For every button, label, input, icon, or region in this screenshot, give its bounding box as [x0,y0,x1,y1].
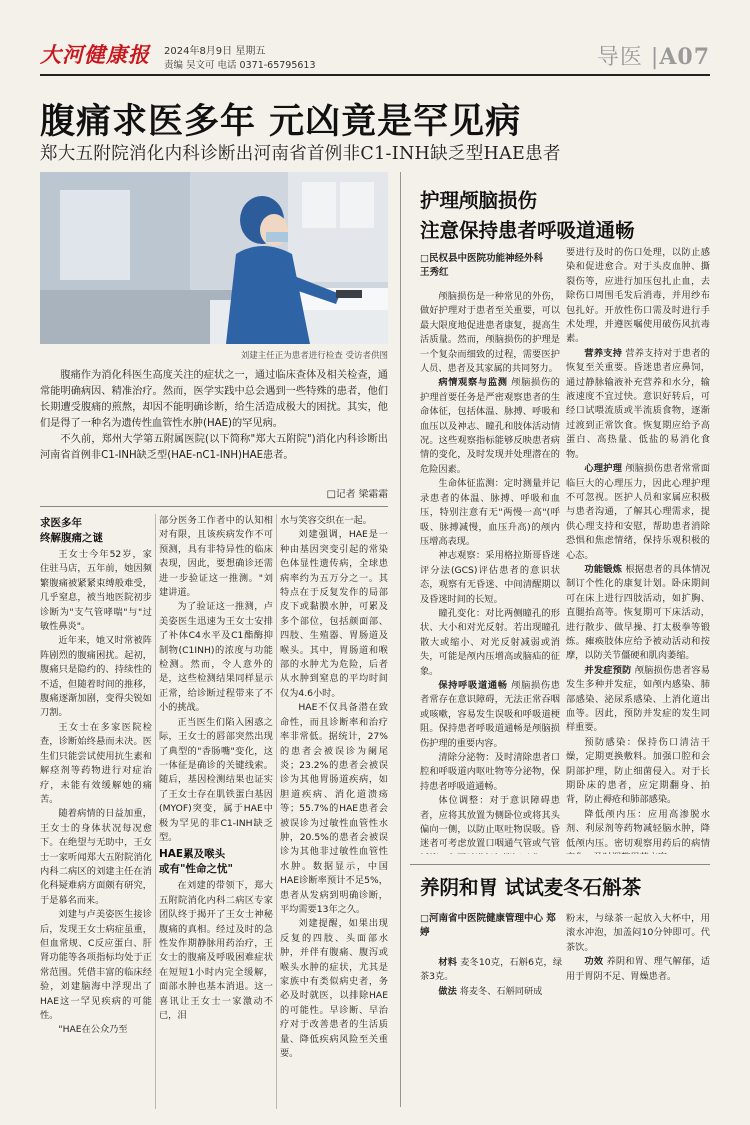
subheading: 求医多年 终解腹痛之谜 [40,517,103,544]
paragraph-text: 生命体征监测：定时测量并记录患者的体温、脉搏、呼吸和血压，特别注意有无"两慢一高"(呼吸、脉搏减慢，血压升高)的颅内压增高表现。 [420,478,560,547]
body-paragraph [420,477,560,549]
intro-paragraph: 不久前，郑州大学第五附属医院(以下简称"郑大五附院")消化内科诊断出河南省首例非C1-INH缺乏型(HAE-nC1-INH)HAE患者。 [40,434,388,461]
body-paragraph [566,462,710,563]
tea-column-1 [420,956,562,1106]
paragraph-text: 粉末，与绿茶一起放入大杯中，用滚水冲泡，加盖闷10分钟即可。代茶饮。 [566,913,710,953]
body-paragraph [420,751,560,794]
body-paragraph: "HAE在公众乃至 [58,1024,128,1036]
section-label: 导医 |A07 [596,44,710,70]
nursing-author: □民权县中医院功能神经外科 王秀红 [420,253,543,278]
editor-line: 责编 吴文可 电话 0371-65795613 [164,60,316,71]
body-paragraph [566,808,710,854]
paragraph-text: 颅脑损伤患者容易发生多种并发症，如颅内感染、肺部感染、泌尿系感染、上消化道出血等。因此，预防并发症的发生同样重要。 [566,664,710,734]
body-paragraph: 水与笑容交织在一起。 [280,515,372,526]
paragraph-text: 降低颅内压：应用高渗脱水剂、利尿剂等药物减轻脑水肿，降低颅内压。密切观察用药后的病情 [566,808,710,849]
tea-headline: 养阴和胃 试试麦冬石斛茶 [420,876,642,899]
body-paragraph: 为了验证这一推测，卢美姿医生迅速为王女士安排了补体C4水平及C1酯酶抑制物(C1INH)的浓度与功能检测。然而，令人意外的是，这些检测结果同样显示正常，给诊断过程带来了不小的挑战。 [159,601,273,714]
paragraph-text: 要进行及时的伤口处理，以防止感染和促进愈合。对于头皮血肿、撕裂伤等，应进行加压包扎止血，去除伤口周围毛发后消毒，并用纱布包扎好。开放性伤口需及时进行手术处理，并遵医嘱使用破伤风抗毒素。 [566,247,710,345]
body-paragraph: 刘建强调，HAE是一种由基因突变引起的常染色体显性遗传病，全球患病率约为五万分之一。其特点在于反复发作的局部皮下或黏膜水肿，可累及多个部位，包括颜面部、四肢、生殖器、胃肠道及喉头。其中，胃肠道和喉部的水肿尤为危险，后者从水肿到窒息的平均时间仅为4.6小时。 [280,529,388,699]
body-paragraph: 部分医务工作者中的认知相对有限，且该疾病发作不可预测，具有非特异性的临床表现，因此，要想确诊还需进一步验证这一推测。"刘建讲道。 [159,515,273,599]
lead-column-2 [159,514,273,1109]
body-paragraph [566,736,710,808]
section-name: 导医 [596,45,643,70]
column-divider [400,172,401,1107]
keyword-lead: 病情观察与监测 [438,377,508,389]
paragraph-text: 清除分泌物：及时清除患者口腔和呼吸道内呕吐物等分泌物，保持患者呼吸道通畅。 [420,752,560,792]
nursing-headline: 护理颅脑损伤 注意保持患者呼吸道通畅 [420,189,635,242]
body-paragraph: 正当医生们陷入困惑之际，王女士的唇部突然出现了典型的"香肠嘴"变化，这一体征是确诊的关键线索。随后，基因检测结果也证实了王女士存在肌铁蛋白基因(MYOF)突变，属于HAE中极为罕见的非C1-INH缺乏型。 [159,716,273,843]
body-paragraph: 刘建提醒，如果出现反复的四肢、头面部水肿，并伴有腹痛、腹泻或喉头水肿的症状，尤其是家族中有类似病史者，务必及时就医，以排除HAE的可能性。早诊断、早治疗对于改善患者的生活质量、降低疾病风险至关重要。 [280,918,388,1060]
paragraph-text: 将麦冬、石斛同研成 [459,985,543,997]
page-number: A07 [659,44,710,70]
subheading: HAE累及喉头 或有"性命之忧" [159,848,233,876]
issue-date: 2024年8月9日 星期五 [164,46,266,57]
body-paragraph [420,290,560,376]
body-paragraph [420,985,562,999]
tea-column-2 [566,912,710,1106]
body-paragraph [566,912,710,955]
paragraph-text: 颅脑损伤的护理首要任务是严密观察患者的生命体征，包括体温、脉搏、呼吸和血压以及神志、瞳孔和肢体活动情况。这些观察指标能够反映患者病情的变化，及时发现并处理潜在的危险因素。 [420,377,560,475]
body-paragraph [420,607,560,679]
paragraph-text: 养阴和胃、理气解郁，适用于胃阴不足、胃燥患者。 [566,956,710,982]
tea-author: □河南省中医院健康管理中心 郑婷 [420,913,556,938]
lead-column-1 [40,514,152,1109]
paragraph-text: 神志观察：采用格拉斯哥昏迷评分法(GCS)评估患者的意识状态，观察有无昏迷、中间清醒期以及昏迷时间的长短。 [420,550,560,605]
nursing-column-2 [566,246,710,854]
paragraph-text: 体位调整：对于意识障碍患者，应将其放置为侧卧位或将其头偏向一侧，以防止呕吐物误吸。昏迷者可考虑放置口咽通气管或气管 [420,795,560,850]
body-paragraph: HAE不仅具备潜在致命性，而且诊断率和治疗率非常低。据统计，27%的患者会被误诊为阑尾炎；23.2%的患者会被误诊为其他胃肠道疾病，如胆道疾病、消化道溃疡等；55.7%的HAE患者会被误诊为过敏性血管性水肿，20.5%的患者会被误诊为其他非过敏性血管性水肿。数据显示，中国HAE诊断率预计不足5%，患者从发病到明确诊断，平均需要13年之久。 [280,702,388,915]
body-paragraph [566,563,710,664]
keyword-lead: 并发症预防 [584,664,632,676]
body-paragraph [420,376,560,477]
paragraph-text: 瞳孔变化：对比两侧瞳孔的形状、大小和对光反射。若出现瞳孔散大或缩小、对光反射减弱或消失，可能是颅内压增高或脑疝的征象。 [420,607,560,677]
body-paragraph [566,246,710,347]
masthead [40,38,710,78]
keyword-lead: 功效 [584,956,604,968]
keyword-lead: 功能锻炼 [584,563,623,575]
divider [410,864,710,865]
keyword-lead: 保持呼吸道通畅 [438,679,508,691]
newspaper-logo: 大河健康报 [40,42,150,67]
column-divider [155,514,156,1109]
lead-intro [40,368,388,464]
body-paragraph [566,347,710,462]
nursing-column-1 [420,290,560,854]
body-paragraph [420,794,560,854]
paragraph-text: 颅脑损伤患者常常面临巨大的心理压力，因此心理护理不可忽视。医护人员和家属应积极与患者沟通，了解其心理需求，提供心理支持和安慰，帮助患者消除恐惧和焦虑情绪，保持乐观积极的心态。 [566,463,710,561]
intro-paragraph: 腹痛作为消化科医生高度关注的症状之一，通过临床查体及相关检查，通常能明确病因、精准治疗。然而，医学实践中总会遇到一些特殊的患者，他们长期遭受腹痛的煎熬，却因不能明确诊断，给生活造成极大的困扰。其实，他们是得了一种名为遗传性血管性水肿(HAE)的罕见病。 [40,370,388,429]
body-paragraph: 随着病情的日益加重，王女士的身体状况每况愈下。在绝望与无助中，王女士一家听闻郑大五附院消化内科二病区的刘建主任在消化科疑难病方面颇有研究，于是慕名而来。 [40,808,152,906]
body-paragraph: 王女士今年52岁，家住驻马店，五年前，她因频繁腹痛被紧紧束缚般难受，几乎窒息，被当地医院初步诊断为"支气管哮喘"与"过敏性鼻炎"。 [40,549,152,633]
keyword-lead: 材料 [438,957,458,968]
paragraph-text: 颅脑损伤患者常存在意识障碍，无法正常吞咽或咳嗽，容易发生误吸和呼吸道梗阻。保持患者呼吸道通畅是颅脑损伤护理的重要内容。 [420,679,560,749]
paragraph-text: 麦冬10克，石斛6克，绿茶3克。 [420,957,562,983]
body-paragraph [566,664,710,736]
lead-subheadline: 郑大五附院消化内科诊断出河南省首例非C1-INH缺乏型HAE患者 [40,144,561,164]
doctor-examining-patient-image [40,172,388,344]
body-paragraph [566,955,710,984]
body-paragraph [420,679,560,751]
paragraph-text: 预防感染：保持伤口清洁干燥，定期更换敷料。加强口腔和会阴部护理，防止细菌侵入。对于长期卧床的患者，应定期翻身、拍背，防止褥疮和肺部感染。 [566,736,710,806]
lead-column-3 [280,514,388,1109]
divider [40,506,388,507]
keyword-lead: 做法 [438,985,457,997]
body-paragraph: 近年来，她又时常被阵阵剧烈的腹痛困扰。起初，腹痛只是隐约的、持续性的不适，但随着时间的推移，腹痛逐渐加剧，变得尖锐如刀割。 [40,635,152,719]
body-paragraph: 在刘建的带领下，郑大五附院消化内科二病区专家团队终于揭开了王女士神秘腹痛的真相。经过及时的急性发作期静脉用药治疗，王女士的腹痛及呼吸困难症状在短短1小时内完全缓解，面部水肿也基本消退。这一喜讯让王女士一家激动不已，泪 [159,880,273,1021]
photo-caption: 刘建主任正为患者进行检查 受访者供图 [240,351,388,361]
reporter-byline: □记者 梁霜霜 [326,489,388,500]
keyword-lead: 营养支持 [584,347,623,359]
keyword-lead: 心理护理 [584,463,623,475]
masthead-rule [40,74,710,76]
lead-photo [40,172,388,344]
body-paragraph: 王女士在多家医院检查，诊断始终悬而未决。医生们只能尝试使用抗生素和解痉剂等药物进行对症治疗，未能有效缓解她的痛苦。 [40,721,152,805]
lead-headline: 腹痛求医多年 元凶竟是罕见病 [40,101,522,142]
column-divider [276,514,277,1109]
body-paragraph [420,549,560,607]
paragraph-text: 营养支持对于患者的恢复至关重要。昏迷患者应鼻饲，通过静脉输液补充营养和水分，输液速度不宜过快。意识好转后，可经口试喂流质或半流质食物，逐渐过渡到正常饮食。恢复期应给予高蛋白、高热量、低盐的易消化食物。 [566,347,710,460]
paragraph-text: 颅脑损伤是一种常见的外伤，做好护理对于患者至关重要，可以最大限度地促进患者康复，提高生活质量。然而，颅脑损伤的护理是一个复杂而细致的过程，需要医护人员、患者及其家属的共同努力。 [420,291,560,375]
body-paragraph [420,956,562,985]
paragraph-text: 根据患者的具体情况制订个性化的康复计划。卧床期间可在床上进行四肢活动，如扩胸、直腿抬高等。恢复期可下床活动，进行散步、做早操、打太极拳等锻炼。瘫痪肢体应给予被动活动和按摩，以防关节僵硬和肌肉萎缩。 [566,563,710,662]
body-paragraph: 刘建与卢美姿医生接诊后，发现王女士病症虽重，但血常规、C反应蛋白、肝肾功能等各项指标均处于正常范围。凭借丰富的临床经验，刘建脑海中浮现出了HAE这一罕见疾病的可能性。 [40,909,152,1021]
